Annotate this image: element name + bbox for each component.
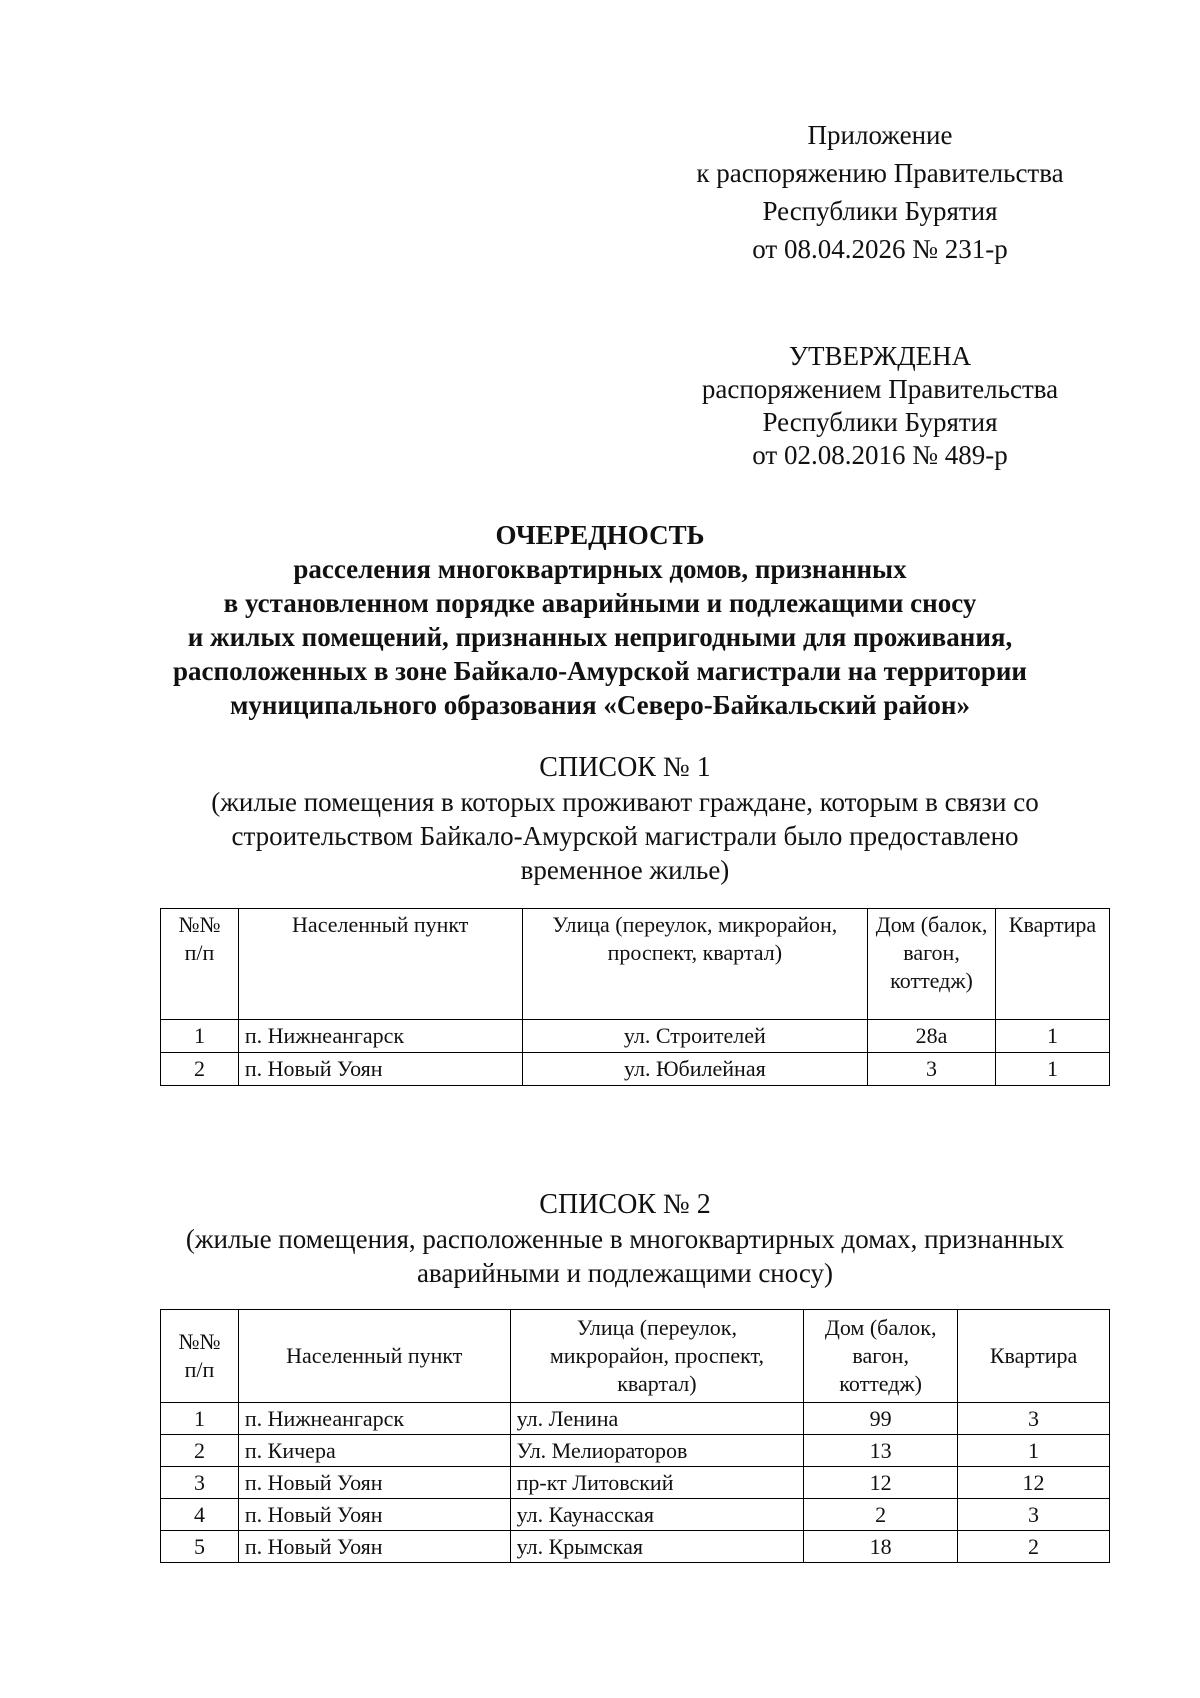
cell-street: ул. Каунасская: [510, 1499, 804, 1531]
cell-house: 18: [804, 1531, 958, 1563]
table-row: [161, 1053, 1110, 1086]
cell-locality: п. Кичера: [238, 1435, 510, 1467]
list2-desc-line-1: (жилые помещения, расположенные в многоквартирных домах, признанных: [185, 1224, 1065, 1254]
cell-locality: п. Нижнеангарск: [238, 1403, 510, 1435]
table-row: [161, 1403, 1110, 1435]
cell-apartment: 1: [996, 1020, 1110, 1053]
appendix-line-2: к распоряжению Правительства: [696, 158, 1064, 188]
header-num: №№ п/п: [161, 909, 239, 1020]
cell-locality: п. Нижнеангарск: [238, 1020, 522, 1053]
header-house: Дом (балок, вагон, коттедж): [804, 1310, 958, 1403]
title-line-3: в установленном порядке аварийными и подлежащими сносу: [223, 588, 977, 618]
cell-num: 1: [161, 1403, 239, 1435]
cell-locality: п. Новый Уоян: [238, 1467, 510, 1499]
cell-house: 28а: [868, 1020, 996, 1053]
cell-apartment: 3: [958, 1499, 1110, 1531]
table-row: [161, 1020, 1110, 1053]
cell-house: 13: [804, 1435, 958, 1467]
approved-line-2: распоряжением Правительства: [701, 374, 1059, 404]
list2-title: СПИСОК № 2: [539, 1189, 711, 1220]
cell-apartment: 2: [958, 1531, 1110, 1563]
cell-house: 99: [804, 1403, 958, 1435]
header-locality: Населенный пункт: [238, 909, 522, 1020]
title-line-2: расселения многоквартирных домов, признанных: [293, 554, 907, 584]
cell-street: ул. Крымская: [510, 1531, 804, 1563]
header-num: №№ п/п: [161, 1310, 239, 1403]
title-line-1: ОЧЕРЕДНОСТЬ: [495, 520, 705, 550]
cell-num: 2: [161, 1435, 239, 1467]
approved-block: [660, 340, 1100, 472]
cell-num: 5: [161, 1531, 239, 1563]
header-street: Улица (переулок, микрорайон, проспект, квартал): [522, 909, 868, 1020]
cell-house: 3: [868, 1053, 996, 1086]
cell-street: Ул. Мелиораторов: [510, 1435, 804, 1467]
cell-locality: п. Новый Уоян: [238, 1531, 510, 1563]
cell-street: ул. Ленина: [510, 1403, 804, 1435]
table-header-row: [161, 909, 1110, 1020]
header-locality: Населенный пункт: [238, 1310, 510, 1403]
cell-apartment: 3: [958, 1403, 1110, 1435]
cell-apartment: 12: [958, 1467, 1110, 1499]
cell-street: пр-кт Литовский: [510, 1467, 804, 1499]
header-apartment: Квартира: [996, 909, 1110, 1020]
title-line-6: муниципального образования «Северо-Байкальский район»: [230, 690, 970, 720]
appendix-line-1: Приложение: [807, 120, 953, 150]
header-street: Улица (переулок, микрорайон, проспект, квартал): [510, 1310, 804, 1403]
approved-line-3: Республики Бурятия: [762, 407, 998, 437]
cell-house: 12: [804, 1467, 958, 1499]
header-apartment: Квартира: [958, 1310, 1110, 1403]
cell-street: ул. Юбилейная: [522, 1053, 868, 1086]
cell-num: 1: [161, 1020, 239, 1053]
table-row: [161, 1499, 1110, 1531]
cell-num: 3: [161, 1467, 239, 1499]
table-row: [161, 1467, 1110, 1499]
cell-apartment: 1: [958, 1435, 1110, 1467]
table-row: [161, 1531, 1110, 1563]
list1-table: [160, 908, 1110, 1086]
list1-heading: [150, 750, 1100, 887]
approved-line-4: от 02.08.2016 № 489-р: [752, 440, 1008, 470]
list1-title: СПИСОК № 1: [539, 752, 711, 783]
table-header-row: [161, 1310, 1110, 1403]
list2-table: [160, 1309, 1110, 1563]
title-line-5: расположенных в зоне Байкало-Амурской магистрали на территории: [173, 656, 1027, 686]
document-title: [150, 518, 1050, 722]
list1-desc-line-1: (жилые помещения в которых проживают граждане, которым в связи со: [211, 787, 1039, 817]
cell-locality: п. Новый Уоян: [238, 1053, 522, 1086]
header-house: Дом (балок, вагон, коттедж): [868, 909, 996, 1020]
list1-desc-line-2: строительством Байкало-Амурской магистрали было предоставлено: [231, 821, 1019, 851]
list1-desc-line-3: временное жилье): [520, 855, 730, 885]
appendix-line-4: от 08.04.2026 № 231-р: [752, 234, 1008, 264]
cell-street: ул. Строителей: [522, 1020, 868, 1053]
title-line-4: и жилых помещений, признанных непригодными для проживания,: [187, 622, 1013, 652]
list2-heading: [150, 1187, 1100, 1290]
cell-apartment: 1: [996, 1053, 1110, 1086]
cell-num: 4: [161, 1499, 239, 1531]
table-row: [161, 1435, 1110, 1467]
cell-num: 2: [161, 1053, 239, 1086]
appendix-line-3: Республики Бурятия: [762, 196, 998, 226]
cell-house: 2: [804, 1499, 958, 1531]
list2-desc-line-2: аварийными и подлежащими сносу): [416, 1258, 834, 1288]
appendix-block: [660, 116, 1100, 268]
approved-line-1: УТВЕРЖДЕНА: [788, 341, 972, 371]
cell-locality: п. Новый Уоян: [238, 1499, 510, 1531]
